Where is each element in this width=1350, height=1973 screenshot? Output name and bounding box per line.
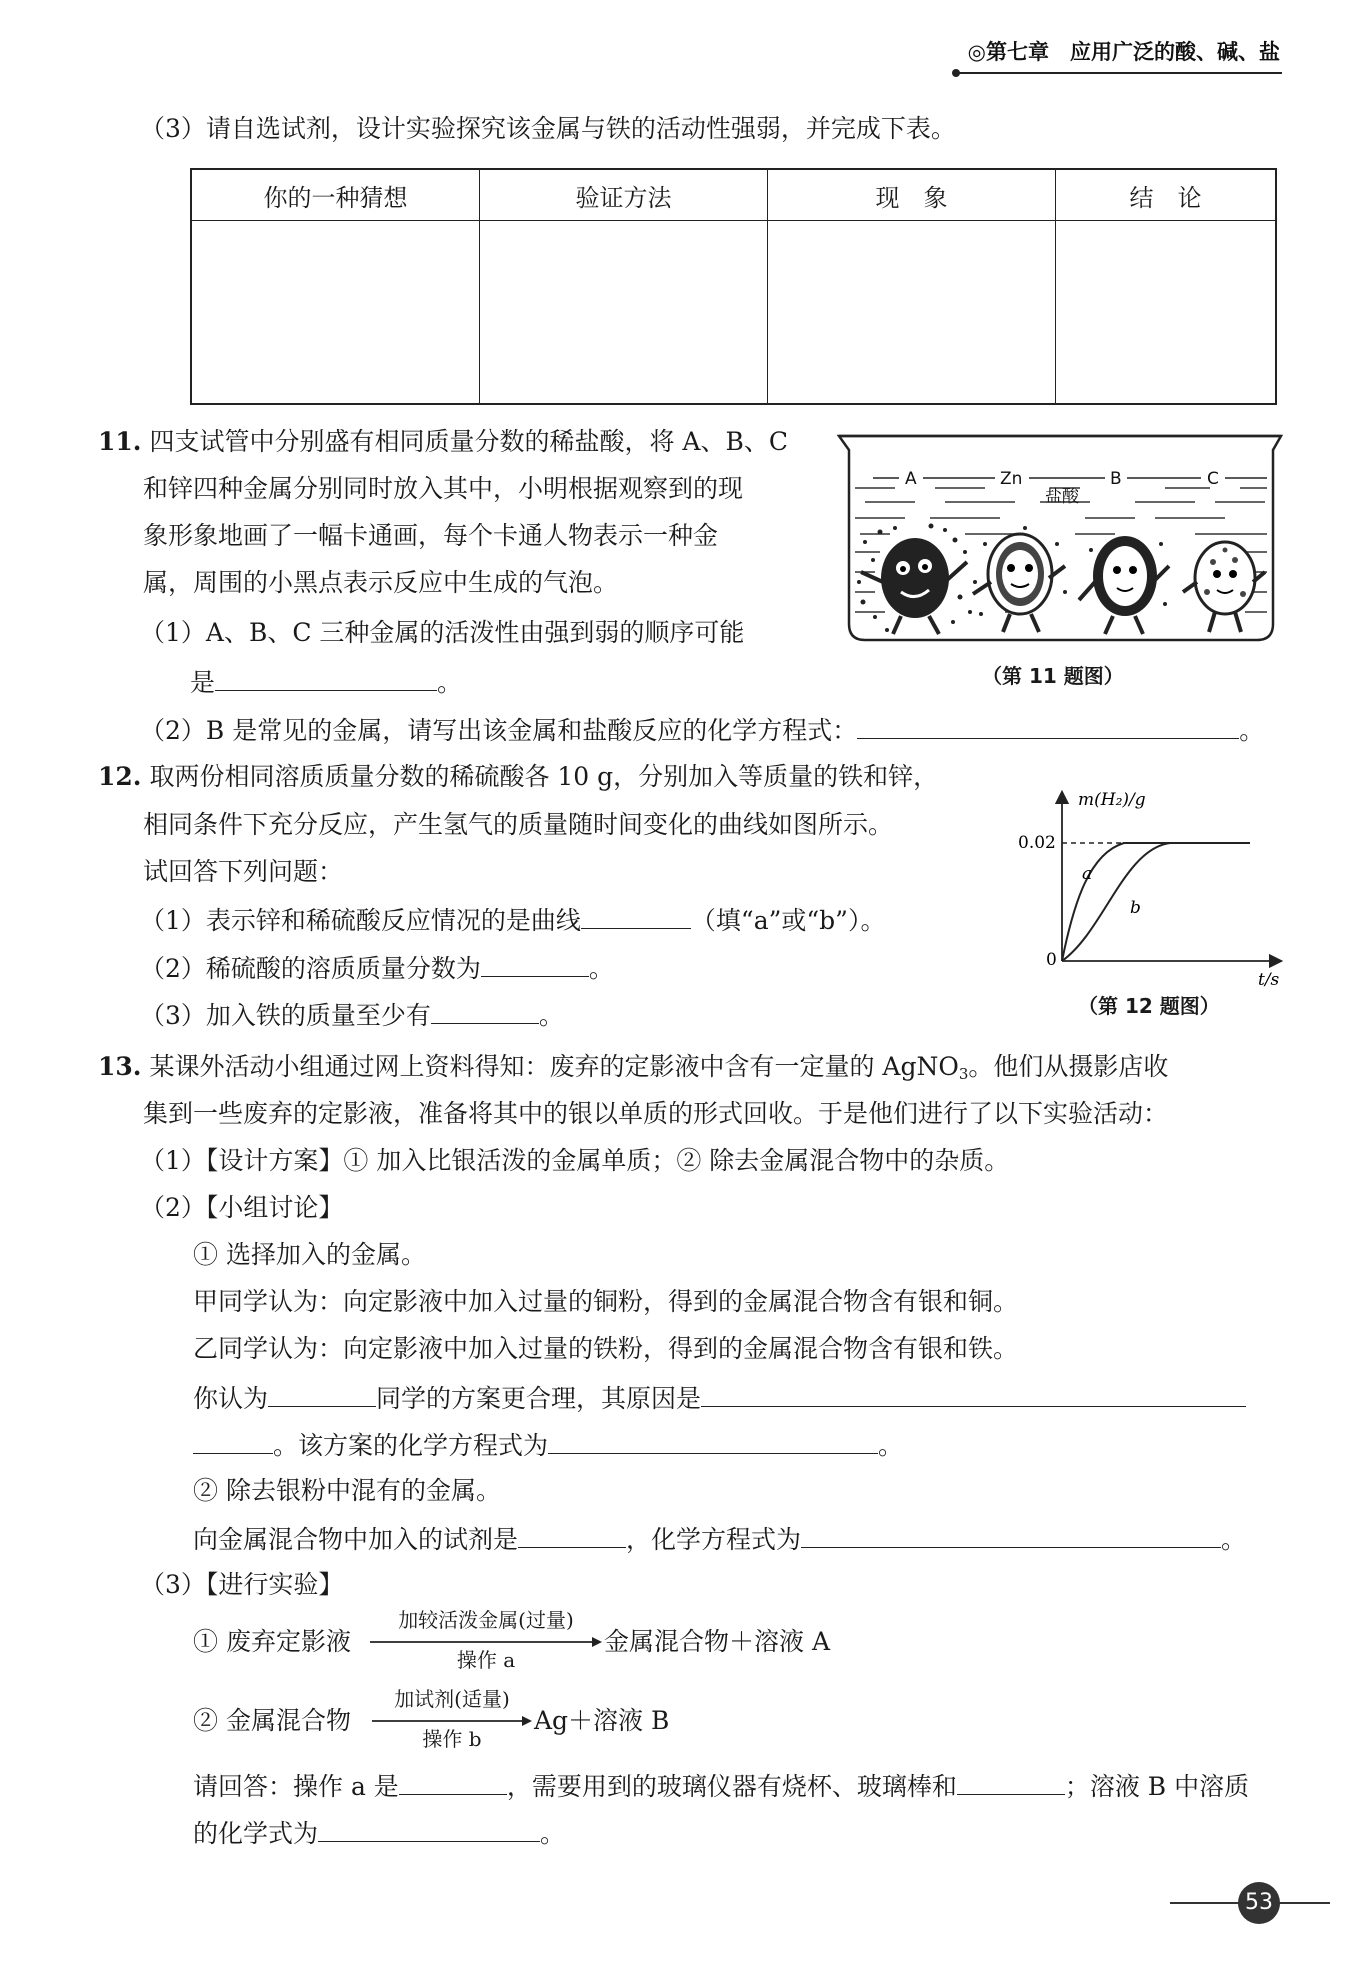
q11-line-4: 属，周围的小黑点表示反应中生成的气泡。 — [143, 568, 619, 597]
q13-e2-right: Ag＋溶液 B — [534, 1706, 670, 1735]
q13-answer-line-1: 请回答：操作 a 是 ，需要用到的玻璃仪器有烧杯、玻璃棒和 ；溶液 B 中溶质 — [193, 1768, 1249, 1804]
curve-b — [1062, 843, 1250, 961]
q11-line-3: 象形象地画了一幅卡通画，每个卡通人物表示一种金 — [143, 521, 719, 550]
q13-reason-blank[interactable] — [701, 1380, 1246, 1407]
q13-student-blank[interactable] — [268, 1380, 376, 1407]
q13-line-1: 13. 某课外活动小组通过网上资料得知：废弃的定影液中含有一定量的 AgNO$_3$。他们从摄影店收 — [98, 1052, 1169, 1083]
q11-order-blank[interactable] — [215, 664, 437, 691]
q13-e2-left: ② 金属混合物 — [193, 1706, 351, 1735]
label-A: A — [905, 469, 917, 489]
q13-answer-line-2: 的化学式为 。 — [193, 1815, 565, 1851]
q13-glassware-blank[interactable] — [957, 1768, 1065, 1795]
q13-reagent-blank[interactable] — [518, 1521, 626, 1548]
q12-part1: （1）表示锌和稀硫酸反应情况的是曲线 （填“a”或“b”）。 — [140, 902, 885, 938]
label-C: C — [1207, 469, 1219, 489]
q13-d4: 你认为 同学的方案更合理，其原因是 — [193, 1380, 1246, 1416]
q13-design: （1）【设计方案】① 加入比银活泼的金属单质；② 除去金属混合物中的杂质。 — [140, 1146, 1010, 1175]
q12-curve-blank[interactable] — [581, 902, 691, 929]
q11-equation-blank[interactable] — [857, 712, 1239, 739]
q13-operation-blank[interactable] — [399, 1768, 507, 1795]
q12-hydrogen-chart — [1018, 775, 1288, 990]
q10-part3-text: （3）请自选试剂，设计实验探究该金属与铁的活动性强弱，并完成下表。 — [140, 114, 956, 143]
header-guess: 你的一种猜想 — [191, 169, 480, 221]
q12-line-1: 12. 取两份相同溶质质量分数的稀硫酸各 10 g，分别加入等质量的铁和锌， — [98, 762, 939, 791]
table-header-row — [191, 169, 1276, 221]
curve-b-label: b — [1130, 898, 1141, 918]
q13-equation1-blank[interactable] — [548, 1427, 878, 1454]
chapter-header: ◎第七章 应用广泛的酸、碱、盐 — [967, 40, 1280, 64]
q12-fraction-blank[interactable] — [481, 950, 589, 977]
cartoon-metal-A — [857, 524, 977, 635]
label-Zn: Zn — [1000, 469, 1023, 489]
q11-figure-caption: （第 11 题图） — [982, 664, 1124, 688]
q11-number: 11. — [98, 427, 142, 456]
q13-e1-arrow: 加较活泼金属(过量) 操作 a — [370, 1604, 602, 1670]
header-rule — [958, 72, 1282, 74]
cartoon-metal-Zn — [973, 526, 1067, 632]
q13-e2-arrow: 加试剂(适量) 操作 b — [372, 1683, 532, 1749]
q10-answer-table — [190, 168, 1277, 405]
answer-cell-method[interactable] — [480, 221, 768, 405]
q11-line-2: 和锌四种金属分别同时放入其中，小明根据观察到的现 — [143, 474, 744, 503]
header-phenomenon: 现 象 — [768, 169, 1056, 221]
q12-line-2: 相同条件下充分反应，产生氢气的质量随时间变化的曲线如图所示。 — [143, 810, 894, 839]
label-acid: 盐酸 — [1045, 487, 1079, 507]
cartoon-metal-C — [1183, 542, 1265, 632]
page-number: 53 — [1238, 1882, 1280, 1924]
q13-equation2-blank[interactable] — [801, 1521, 1221, 1548]
q11-beaker-figure — [835, 432, 1285, 648]
q13-d1: ① 选择加入的金属。 — [193, 1240, 426, 1269]
q13-experiment-heading: （3）【进行实验】 — [140, 1570, 344, 1599]
q13-d6: ② 除去银粉中混有的金属。 — [193, 1476, 501, 1505]
curve-a-label: a — [1082, 864, 1093, 884]
q12-iron-mass-blank[interactable] — [431, 997, 539, 1024]
q13-d5: 。该方案的化学方程式为 。 — [193, 1427, 903, 1463]
q11-part1: （1）A、B、C 三种金属的活泼性由强到弱的顺序可能 — [140, 618, 745, 647]
curve-a — [1062, 843, 1250, 961]
y-tick-label: 0.02 — [1018, 833, 1056, 853]
q12-line-3: 试回答下列问题： — [143, 857, 344, 886]
header-conclusion: 结 论 — [1056, 169, 1277, 221]
q13-solute-formula-blank[interactable] — [318, 1815, 540, 1842]
q13-reason-blank-cont[interactable] — [193, 1427, 273, 1454]
q12-part3: （3）加入铁的质量至少有 。 — [140, 997, 564, 1033]
q13-d2: 甲同学认为：向定影液中加入过量的铜粉，得到的金属混合物含有银和铜。 — [193, 1287, 1019, 1316]
y-axis-label: m(H₂)/g — [1078, 790, 1146, 810]
x-axis-label: t/s — [1258, 970, 1280, 990]
q11-part2: （2）B 是常见的金属，请写出该金属和盐酸反应的化学方程式： 。 — [140, 712, 1264, 748]
answer-cell-guess[interactable] — [191, 221, 480, 405]
q13-d3: 乙同学认为：向定影液中加入过量的铁粉，得到的金属混合物含有银和铁。 — [193, 1334, 1019, 1363]
header-rule-dot — [952, 69, 960, 77]
q13-discuss-heading: （2）【小组讨论】 — [140, 1193, 344, 1222]
table-answer-row — [191, 221, 1276, 405]
cartoon-metal-B — [1079, 536, 1169, 634]
q12-figure-caption: （第 12 题图） — [1078, 994, 1220, 1018]
q13-e1-right: 金属混合物＋溶液 A — [604, 1627, 831, 1656]
origin-label: 0 — [1046, 950, 1057, 970]
q11-line-1: 11. 四支试管中分别盛有相同质量分数的稀盐酸，将 A、B、C — [98, 427, 788, 456]
q12-part2: （2）稀硫酸的溶质质量分数为 。 — [140, 950, 614, 986]
q13-e1-left: ① 废弃定影液 — [193, 1627, 351, 1656]
answer-cell-phenomenon[interactable] — [768, 221, 1056, 405]
q13-number: 13. — [98, 1052, 142, 1081]
q13-line-2: 集到一些废弃的定影液，准备将其中的银以单质的形式回收。于是他们进行了以下实验活动： — [143, 1099, 1169, 1128]
answer-cell-conclusion[interactable] — [1056, 221, 1277, 405]
header-method: 验证方法 — [480, 169, 768, 221]
q13-d7: 向金属混合物中加入的试剂是 ，化学方程式为 。 — [193, 1521, 1246, 1557]
q11-part1-answer: 是 。 — [190, 664, 462, 700]
q12-number: 12. — [98, 762, 142, 791]
label-B: B — [1110, 469, 1122, 489]
